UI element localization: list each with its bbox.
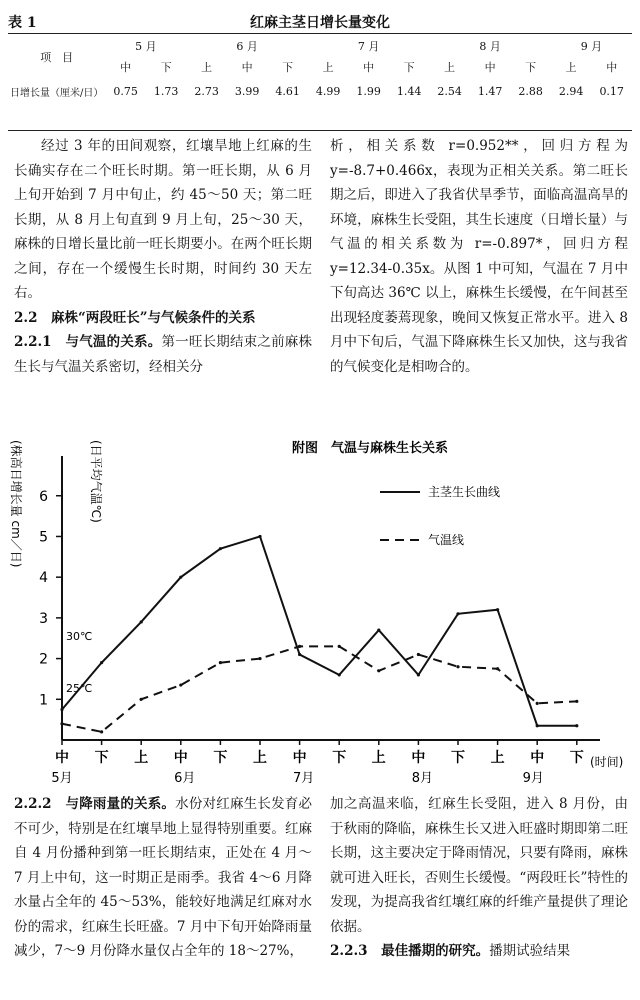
paragraph-sowing: 播期试验结果 [489,943,571,959]
temperature-point [338,645,341,648]
y-tick-label: 6 [39,488,48,505]
growth-point [100,661,103,664]
section-heading-2-2: 2.2 麻株“两段旺长”与气候条件的关系 [14,309,256,326]
subsection-heading-2-2-1: 2.2.1 与气温的关系。 [14,334,162,350]
temperature-point [100,730,103,733]
paragraph-rainfall: 水份对红麻生长发育必不可少，特别是在红壤旱地上显得特别重要。红麻自 4 月份播种到第一旺长期结束，正处在 4 月～7 月上中旬，这一时期正是雨季。我省 4～6 月降水量占全年的 45～53%，能较好地满足红麻对水份的需求，红麻生长旺盛。7 月中下旬开始降雨量减少，7～9 月份降水量仅占全年的 18～27%， [14,796,312,959]
growth-point [179,576,182,579]
x-tick-label: 上 [134,750,149,766]
temperature-point [258,657,261,660]
growth-series-points [60,535,578,727]
temperature-point [456,665,459,668]
table-value-cell: 0.75 [113,84,138,98]
temperature-point [536,702,539,705]
paragraph-rainfall-continued: 加之高温来临，红麻生长受阻，进入 8 月份，由于秋雨的降临，麻株生长又进入旺盛时期即第二旺长期，这主要决定于降雨情况，只要有降雨，麻株就可进入旺长，否则生长缓慢。“两段旺长”特性的发现，为提高我省红壤红麻的纤维产量提供了理论依据。 [330,796,628,935]
y-tick-label: 1 [39,692,48,709]
paragraph-correlation: 析，相关系数 r=0.952**，回归方程为 y=-8.7+0.466x，表现为正相关关系。第二旺长期之后，即进入了我省伏旱季节，面临高温高旱的环境，麻株生长受阻，其生长速度（日增长量）与气温的相关系数为 r=-0.897*，回归方程 y=12.34-0.35x。从图 1 中可知，气温在 7 月中下旬高达 36℃ 以上，麻株生长缓慢，在午间甚至出现轻度萎蔫现象，晚间又恢复正常水平。进入 8 月中下旬后，气温下降麻株生长又加快，这与我省的气候变化是相吻合的。 [330,138,628,375]
right-column-bottom [330,792,628,964]
table-value-cell: 2.73 [194,84,219,98]
growth-point [258,535,261,538]
month-label: 7月 [292,771,315,786]
subsection-heading-2-2-2: 2.2.2 与降雨量的关系。 [14,796,176,812]
month-header-sep: 9 月 [580,40,603,53]
table-item-header: 项 目 [40,51,74,64]
y-tick-label: 5 [39,529,48,546]
chart-xlabel: (时间) [590,755,624,769]
table-period-cell: 下 [160,61,172,74]
growth-table [8,36,632,104]
table-period-cell: 下 [282,61,294,74]
table-value-cell: 0.17 [599,84,624,98]
table-top-rule [8,33,632,34]
month-header-jun: 6 月 [236,40,258,53]
table-period-cell: 上 [444,61,456,74]
temperature-series-line [62,646,577,731]
table-period-cell: 上 [322,61,334,74]
growth-point [219,547,222,550]
subsection-heading-2-2-3: 2.2.3 最佳播期的研究。 [330,943,490,959]
temperature-point [179,683,182,686]
table-value-cell: 1.44 [396,84,422,98]
month-header-may: 5 月 [135,40,157,53]
table-value-cell: 4.99 [315,84,341,98]
x-tick-label: 上 [371,750,386,766]
temperature-point [496,667,499,670]
table-value-cell: 2.94 [558,84,584,98]
table-period-cell: 中 [606,61,618,74]
x-tick-label: 中 [530,750,545,766]
chart-y-ticks [39,489,62,709]
x-tick-label: 中 [411,750,426,766]
x-tick-label: 中 [173,750,188,766]
growth-point [140,620,143,623]
growth-point [496,608,499,611]
chart-month-labels [51,771,544,786]
y-tick-label: 3 [39,610,48,627]
y-tick-label: 2 [39,651,48,668]
month-label: 8月 [411,771,434,786]
temp-tick-25: 25℃ [66,682,93,695]
x-tick-label: 下 [94,750,109,766]
x-tick-label: 中 [292,750,307,766]
legend-growth-label: 主茎生长曲线 [428,485,501,499]
growth-point [456,612,459,615]
chart-x-ticks [55,740,584,766]
x-tick-label: 下 [332,750,347,766]
table-period-cell: 上 [565,61,577,74]
table-row-label: 日增长量（厘米/日） [10,87,104,99]
paragraph-temperature: 第一旺长期结束之前麻株生长与气温关系密切，经相关分 [14,334,312,375]
table-bottom-rule [8,130,632,131]
chart-title: 附图 气温与麻株生长关系 [291,441,449,456]
legend-temp-label: 气温线 [428,533,465,547]
table-period-cell: 下 [525,61,537,74]
table-period-cell: 中 [241,61,253,74]
table-month-row [8,36,632,56]
table-value-cell: 2.88 [518,84,543,98]
x-tick-label: 下 [213,750,228,766]
table-value-cell: 3.99 [234,84,260,98]
chart-ylabel-right: (日平均气温℃) [89,440,103,523]
x-tick-label: 上 [490,750,505,766]
table-period-cell: 中 [363,61,375,74]
temperature-point [298,645,301,648]
month-label: 5月 [51,771,73,786]
table-value-row [8,78,632,104]
left-column-bottom [14,792,312,964]
table-period-cell: 中 [484,61,496,74]
temperature-point [219,661,222,664]
y-tick-label: 4 [39,570,48,587]
table-value-cell: 1.99 [356,84,381,98]
growth-series-line [62,536,577,725]
growth-point [60,708,63,711]
x-tick-label: 中 [55,750,69,766]
month-label: 9月 [522,771,544,786]
table-label: 表 1 [8,15,37,31]
table-period-cell: 中 [120,61,132,74]
growth-point [338,673,341,676]
x-tick-label: 下 [569,750,584,766]
temperature-point [377,669,380,672]
month-header-aug: 8 月 [479,40,501,53]
growth-point [536,724,539,727]
paragraph-two-peaks: 经过 3 年的田间观察，红壤旱地上红麻的生长确实存在二个旺长时期。第一旺长期，从 6 月上旬开始到 7 月中旬止，约 45～50 天；第二旺长期，从 8 月上旬直到 9 月上旬，25～30 天，麻株的日增长量比前一旺长期要小。在两个旺长期之间，存在一个缓慢生长时期，时间约 30 天左右。 [14,138,312,301]
table-period-cell: 下 [403,61,415,74]
x-tick-label: 下 [451,750,465,766]
table-value-cell: 2.54 [437,84,462,98]
table-title: 红麻主茎日增长量变化 [250,15,390,31]
growth-point [575,724,578,727]
temperature-point [417,653,420,656]
growth-point [377,628,380,631]
temp-tick-30: 30℃ [66,630,93,643]
temperature-series-points [60,645,578,734]
x-tick-label: 上 [253,750,267,766]
table-value-cell: 1.73 [153,84,179,98]
growth-point [417,673,420,676]
growth-temperature-chart [0,426,640,786]
growth-point [298,653,301,656]
temperature-point [140,698,143,701]
table-value-cell: 1.47 [477,84,503,98]
right-column-top [330,134,628,379]
month-label: 6月 [174,771,196,786]
chart-ylabel-left: (株高日增长量 cm／日) [9,440,23,568]
temperature-point [575,700,578,703]
table-value-cell: 4.61 [275,84,300,98]
left-column-top [14,134,312,379]
temperature-point [60,722,63,725]
table-period-cell: 上 [201,61,213,74]
month-header-jul: 7 月 [357,40,380,53]
